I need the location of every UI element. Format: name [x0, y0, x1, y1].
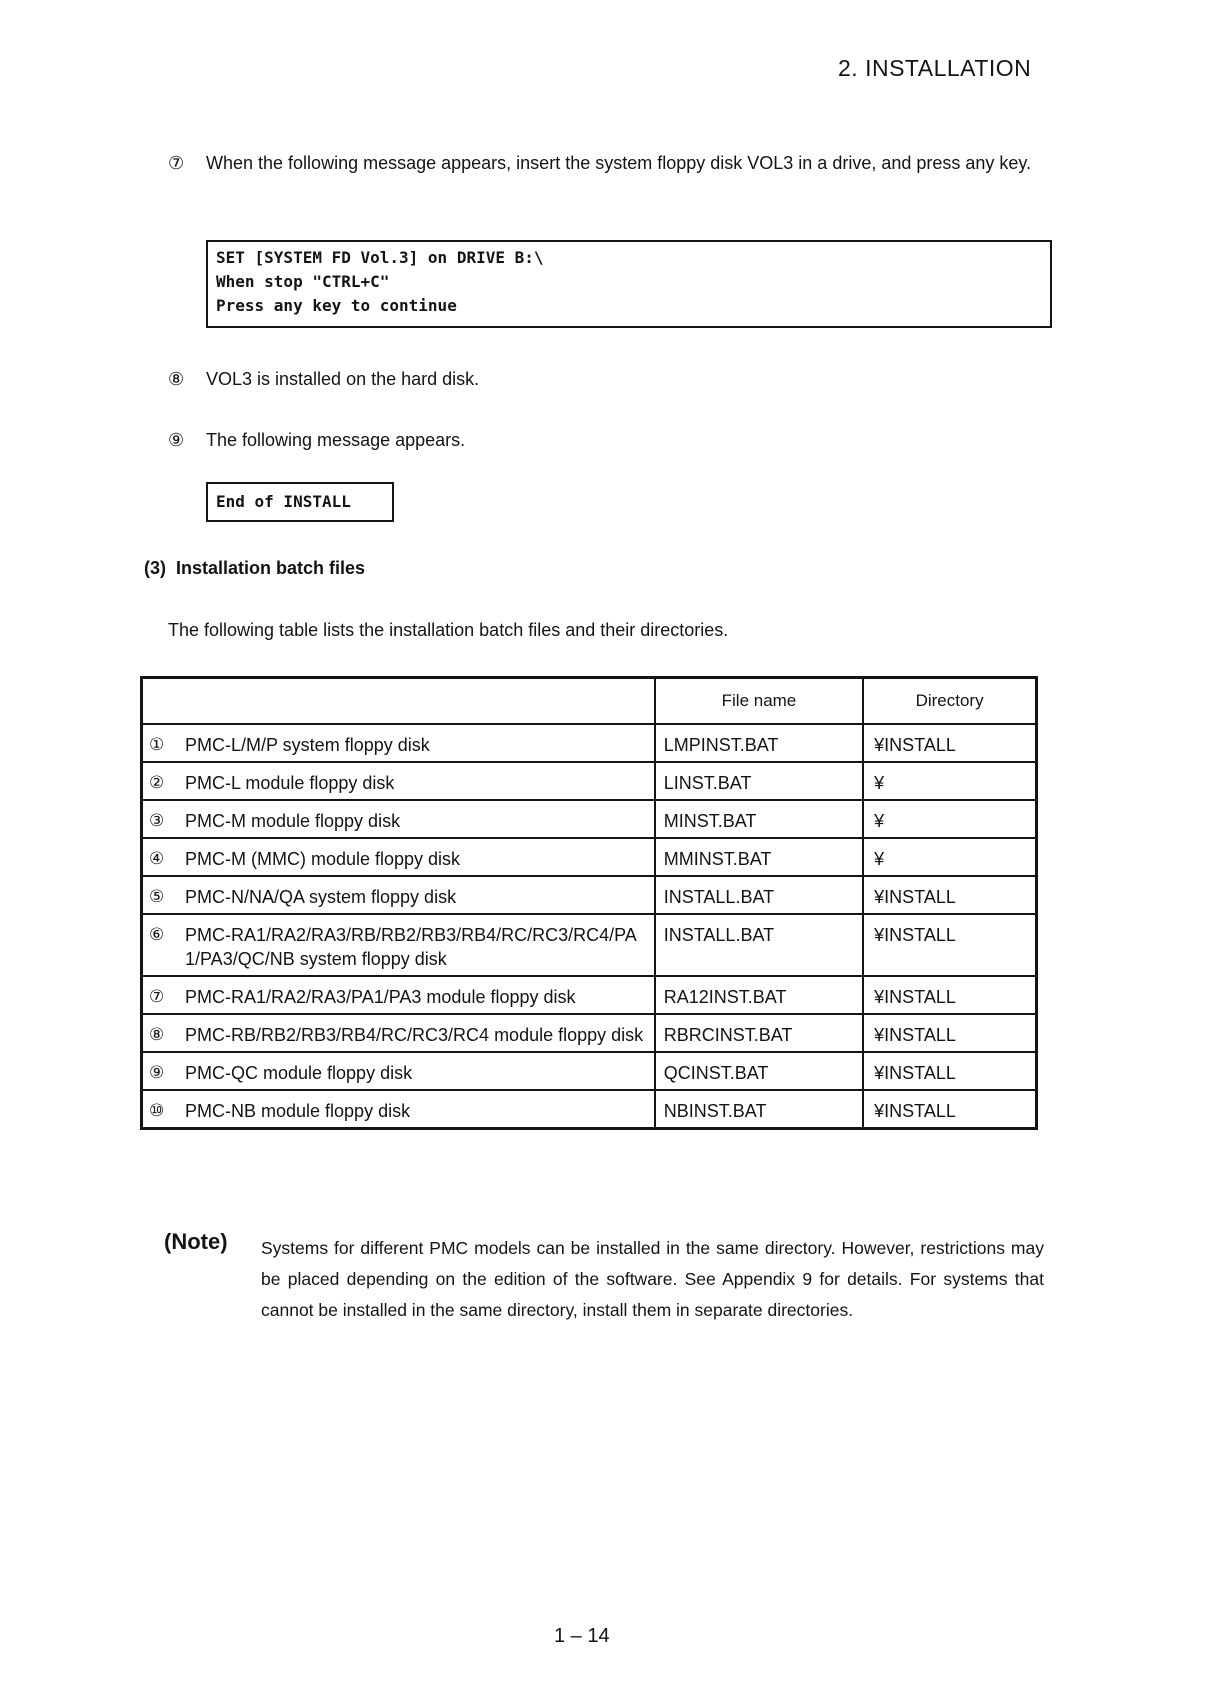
step-9 [168, 424, 465, 456]
step-text: The following message appears. [206, 430, 466, 450]
description-cell [142, 914, 655, 976]
file-name-cell: RBRCINST.BAT [655, 1014, 863, 1052]
table-row [142, 1014, 1037, 1052]
table-row [142, 724, 1037, 762]
description-cell [142, 800, 655, 838]
step-number: ⑧ [168, 369, 185, 389]
table-row [142, 1090, 1037, 1129]
step-text: When the following message appears, insert the system floppy disk VOL3 in a drive, and press any key. [206, 153, 1032, 173]
console-line: Press any key to continue [216, 296, 457, 315]
row-number: ⑧ [149, 1025, 165, 1044]
row-description: PMC-NB module floppy disk [185, 1101, 411, 1121]
table-row [142, 800, 1037, 838]
directory-cell: ¥ [863, 838, 1036, 876]
step-7 [168, 147, 1048, 179]
page-number: 1 – 14 [554, 1625, 610, 1647]
subsection-title [144, 558, 365, 579]
table-row [142, 1052, 1037, 1090]
table-row [142, 838, 1037, 876]
file-name-cell: INSTALL.BAT [655, 914, 863, 976]
batch-files-table [140, 676, 1038, 1130]
description-cell [142, 1090, 655, 1129]
section-header: 2. INSTALLATION [838, 55, 1032, 81]
subsection-label: Installation batch files [176, 558, 366, 578]
file-name-cell: RA12INST.BAT [655, 976, 863, 1014]
row-description: PMC-N/NA/QA system floppy disk [185, 887, 457, 907]
file-name-cell: QCINST.BAT [655, 1052, 863, 1090]
step-number: ⑦ [168, 153, 185, 173]
directory-cell: ¥INSTALL [863, 914, 1036, 976]
row-number: ④ [149, 849, 165, 868]
file-name-cell: LINST.BAT [655, 762, 863, 800]
description-cell [142, 876, 655, 914]
row-description: PMC-M (MMC) module floppy disk [185, 849, 461, 869]
row-number: ⑨ [149, 1063, 165, 1082]
description-cell [142, 1052, 655, 1090]
row-number: ⑦ [149, 987, 165, 1006]
file-name-cell: MMINST.BAT [655, 838, 863, 876]
note-block [164, 1229, 1044, 1326]
note-text: Systems for different PMC models can be installed in the same directory. However, restrictions may be placed depending on the edition of the software. See Appendix 9 for details. For systems that cannot be installed in the same directory, install them in separate directories. [261, 1238, 1044, 1320]
table-row [142, 914, 1037, 976]
row-description: PMC-M module floppy disk [185, 811, 401, 831]
subsection-number: (3) [144, 558, 166, 578]
row-number: ③ [149, 811, 165, 830]
description-cell [142, 1014, 655, 1052]
console-line: SET [SYSTEM FD Vol.3] on DRIVE B:\ [216, 248, 544, 267]
row-number: ① [149, 735, 165, 754]
directory-cell: ¥INSTALL [863, 1014, 1036, 1052]
step-number: ⑨ [168, 430, 185, 450]
file-name-cell: MINST.BAT [655, 800, 863, 838]
table-intro: The following table lists the installation batch files and their directories. [168, 620, 729, 640]
description-cell [142, 838, 655, 876]
row-description: PMC-L module floppy disk [185, 773, 395, 793]
console-line: When stop "CTRL+C" [216, 272, 390, 291]
row-number: ⑩ [149, 1101, 165, 1120]
header-directory: Directory [863, 678, 1036, 725]
end-message-box: End of INSTALL [206, 482, 394, 522]
header-file-name: File name [655, 678, 863, 725]
file-name-cell: LMPINST.BAT [655, 724, 863, 762]
row-number: ⑤ [149, 887, 165, 906]
row-number: ② [149, 773, 165, 792]
note-label: (Note) [164, 1229, 228, 1254]
directory-cell: ¥INSTALL [863, 1090, 1036, 1129]
table-row [142, 976, 1037, 1014]
description-cell [142, 724, 655, 762]
row-description: PMC-RA1/RA2/RA3/PA1/PA3 module floppy disk [185, 987, 576, 1007]
directory-cell: ¥INSTALL [863, 976, 1036, 1014]
file-name-cell: INSTALL.BAT [655, 876, 863, 914]
console-message-box [206, 240, 1052, 328]
step-text: VOL3 is installed on the hard disk. [206, 369, 480, 389]
row-description: PMC-RB/RB2/RB3/RB4/RC/RC3/RC4 module floppy disk [185, 1025, 644, 1045]
file-name-cell: NBINST.BAT [655, 1090, 863, 1129]
directory-cell: ¥ [863, 762, 1036, 800]
directory-cell: ¥ [863, 800, 1036, 838]
directory-cell: ¥INSTALL [863, 724, 1036, 762]
description-cell [142, 976, 655, 1014]
table-row [142, 876, 1037, 914]
row-description: PMC-RA1/RA2/RA3/RB/RB2/RB3/RB4/RC/RC3/RC4/PA1/PA3/QC/NB system floppy disk [185, 925, 637, 969]
header-description [142, 678, 655, 725]
directory-cell: ¥INSTALL [863, 1052, 1036, 1090]
row-description: PMC-L/M/P system floppy disk [185, 735, 430, 755]
directory-cell: ¥INSTALL [863, 876, 1036, 914]
row-description: PMC-QC module floppy disk [185, 1063, 413, 1083]
description-cell [142, 762, 655, 800]
table-header-row [142, 678, 1037, 725]
row-number: ⑥ [149, 925, 165, 944]
table-row [142, 762, 1037, 800]
step-8 [168, 363, 479, 395]
